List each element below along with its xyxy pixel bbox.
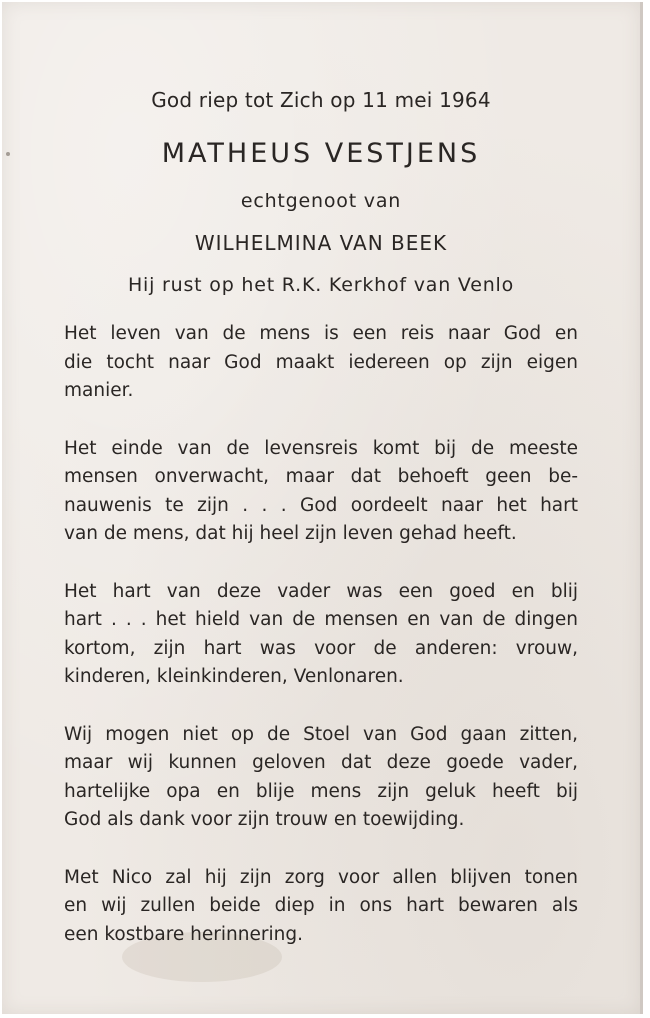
resting-place: Hij rust op het R.K. Kerkhof van Venlo — [127, 274, 515, 296]
text-line: Het einde van de levensreis komt bij de meeste — [64, 437, 578, 459]
text-line: Het leven van de mens is een reis naar God en — [64, 323, 578, 344]
paragraph — [64, 435, 578, 549]
text-line: kortom, zijn hart was voor de anderen: vrouw, — [64, 637, 578, 659]
spouse-name: WILHELMINA VAN BEEK — [194, 231, 448, 255]
text-line: hartelijke opa en blije mens zijn geluk heeft bij — [64, 780, 578, 802]
text-line: een kostbare herinnering. — [64, 923, 303, 945]
text-line: kinderen, kleinkinderen, Venlonaren. — [64, 666, 404, 687]
death-date-line: God riep tot Zich op 11 mei 1964 — [151, 88, 491, 112]
text-line: Met Nico zal hij zijn zorg voor allen blijven tonen — [64, 866, 578, 888]
text-line: nauwenis te zijn . . . God oordeelt naar het hart — [64, 494, 578, 516]
memorial-card — [2, 2, 643, 1014]
text-line: die tocht naar God maakt iedereen op zijn eigen — [64, 351, 578, 373]
spouse-intro: echtgenoot van — [240, 190, 402, 212]
deceased-name: MATHEUS VESTJENS — [161, 138, 481, 169]
text-line: hart . . . het hield van de mensen en van de dingen — [64, 609, 578, 630]
text-line: Wij mogen niet op de Stoel van God gaan zitten, — [64, 723, 578, 745]
text-line: mensen onverwacht, maar dat behoeft geen be- — [64, 466, 578, 487]
text-line: manier. — [64, 380, 134, 401]
paragraph — [64, 578, 578, 692]
paragraph — [64, 320, 578, 406]
paragraph — [64, 721, 578, 835]
text-line: Het hart van deze vader was een goed en blij — [64, 580, 578, 602]
text-line: en wij zullen beide diep in ons hart bewaren als — [64, 895, 578, 916]
text-line: maar wij kunnen geloven dat deze goede vader, — [64, 752, 578, 773]
text-line: van de mens, dat hij heel zijn leven gehad heeft. — [64, 523, 517, 544]
text-line: God als dank voor zijn trouw en toewijding. — [64, 809, 465, 830]
paragraph — [64, 864, 578, 950]
memorial-text — [64, 320, 578, 978]
